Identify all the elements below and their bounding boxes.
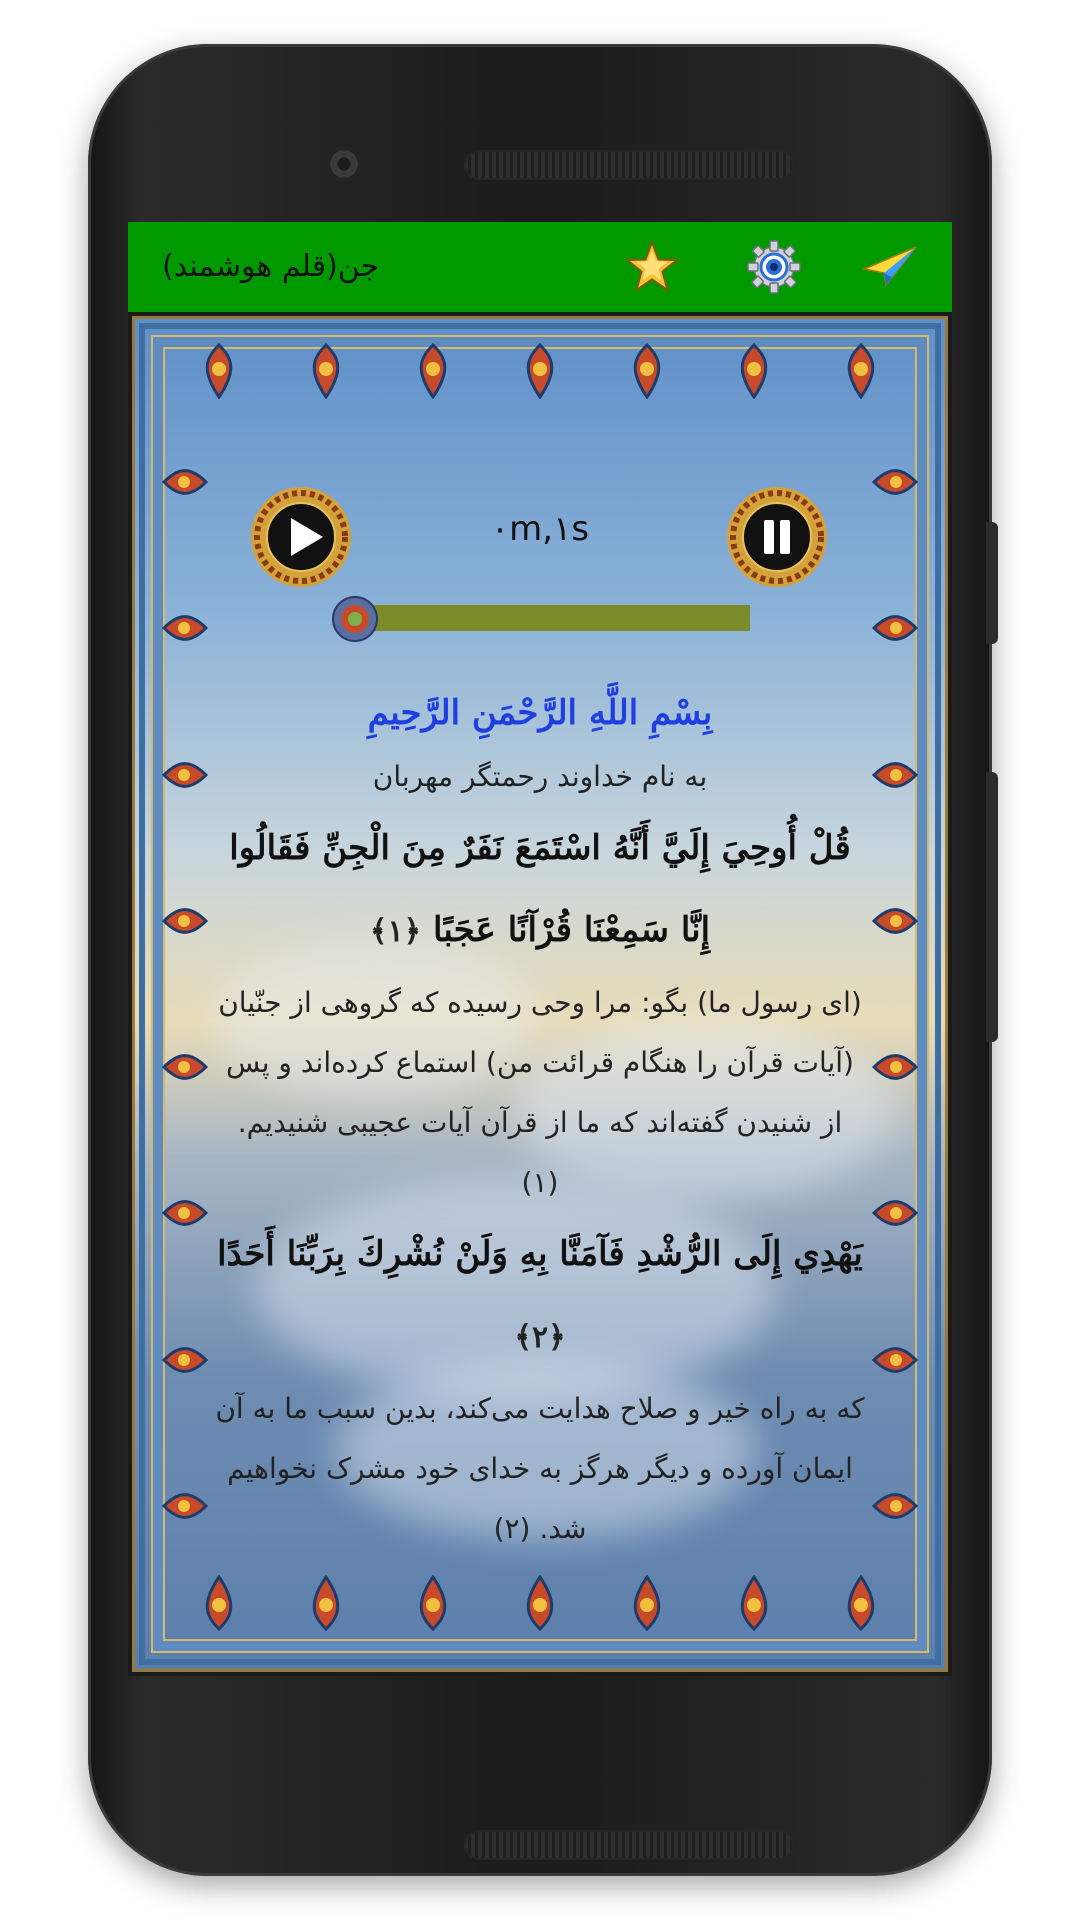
ornament-icon [162,1185,208,1241]
right-ornament-column [865,409,925,1579]
ornament-icon [303,1575,349,1631]
bottom-speaker [464,1830,794,1860]
ornament-icon [731,343,777,399]
seek-slider[interactable] [355,605,750,631]
basmala: بِسْمِ اللَّهِ الرَّحْمَنِ الرَّحِيمِ [367,693,713,733]
ornament-icon [196,343,242,399]
verse-list [215,679,865,1559]
verse-arabic [215,1213,865,1379]
ornament-icon [872,893,918,949]
gear-icon[interactable] [746,239,802,295]
verse-arabic [215,807,865,973]
play-button[interactable] [249,485,353,589]
left-ornament-column [155,409,215,1579]
front-camera [328,148,360,180]
ornament-icon [872,747,918,803]
ornament-icon [838,1575,884,1631]
volume-button [986,772,998,1042]
verse-number: ﴿۲﴾ [514,1320,566,1355]
ornament-icon [872,1185,918,1241]
ornament-icon [162,1332,208,1388]
ornament-icon [872,454,918,510]
verse-translation: که به راه خیر و صلاح هدایت می‌کند، بدین سبب ما به آن ایمان آورده و دیگر هرگز به خدای خود مشرک نخواهیم شد. (۲) [215,1392,865,1545]
ornament-icon [838,343,884,399]
ornament-icon [162,747,208,803]
ornament-icon [872,600,918,656]
ornament-icon [872,1039,918,1095]
ornament-icon [731,1575,777,1631]
ornament-icon [517,343,563,399]
ornament-icon [872,1478,918,1534]
power-button [986,522,998,644]
ornament-icon [517,1575,563,1631]
ornament-icon [410,343,456,399]
app-bar [128,222,952,312]
top-ornament-row [165,343,915,413]
ornament-icon [872,1332,918,1388]
app-title: جن(قلم هوشمند) [162,249,380,284]
verse-text: قُلْ أُوحِيَ إِلَيَّ أَنَّهُ اسْتَمَعَ نَفَرٌ مِنَ الْجِنِّ فَقَالُوا إِنَّا سَمِعْنَا قُرْآنًا عَجَبًا [229,828,851,950]
star-icon[interactable] [624,239,680,295]
ornament-icon [162,1039,208,1095]
ornament-icon [303,343,349,399]
ornament-icon [162,454,208,510]
verse-translation: (ای رسول ما) بگو: مرا وحی رسیده که گروهی از جنّیان (آیات قرآن را هنگام قرائت من) استماع کرده‌اند و پس از شنیدن گفته‌اند که ما از قرآن آیات عجیبی شنیدیم. (۱) [218,986,862,1199]
verse-number: ﴿۱﴾ [369,914,422,949]
bottom-ornament-row [165,1575,915,1645]
ornament-icon [162,893,208,949]
app-screen [128,222,952,1676]
ornament-icon [624,343,670,399]
reading-panel [132,316,948,1672]
verse-text: يَهْدِي إِلَى الرُّشْدِ فَآمَنَّا بِهِ وَلَنْ نُشْرِكَ بِرَبِّنَا أَحَدًا [217,1234,863,1274]
ornament-icon [196,1575,242,1631]
playback-time: ۰m,۱s [490,509,590,549]
send-icon[interactable] [862,239,918,295]
ornament-icon [624,1575,670,1631]
seek-slider-thumb[interactable] [331,595,379,643]
ornament-icon [162,1478,208,1534]
top-speaker [464,150,794,180]
pause-button[interactable] [725,485,829,589]
ornament-icon [162,600,208,656]
ornament-icon [410,1575,456,1631]
basmala-translation: به نام خداوند رحمتگر مهربان [372,760,708,793]
